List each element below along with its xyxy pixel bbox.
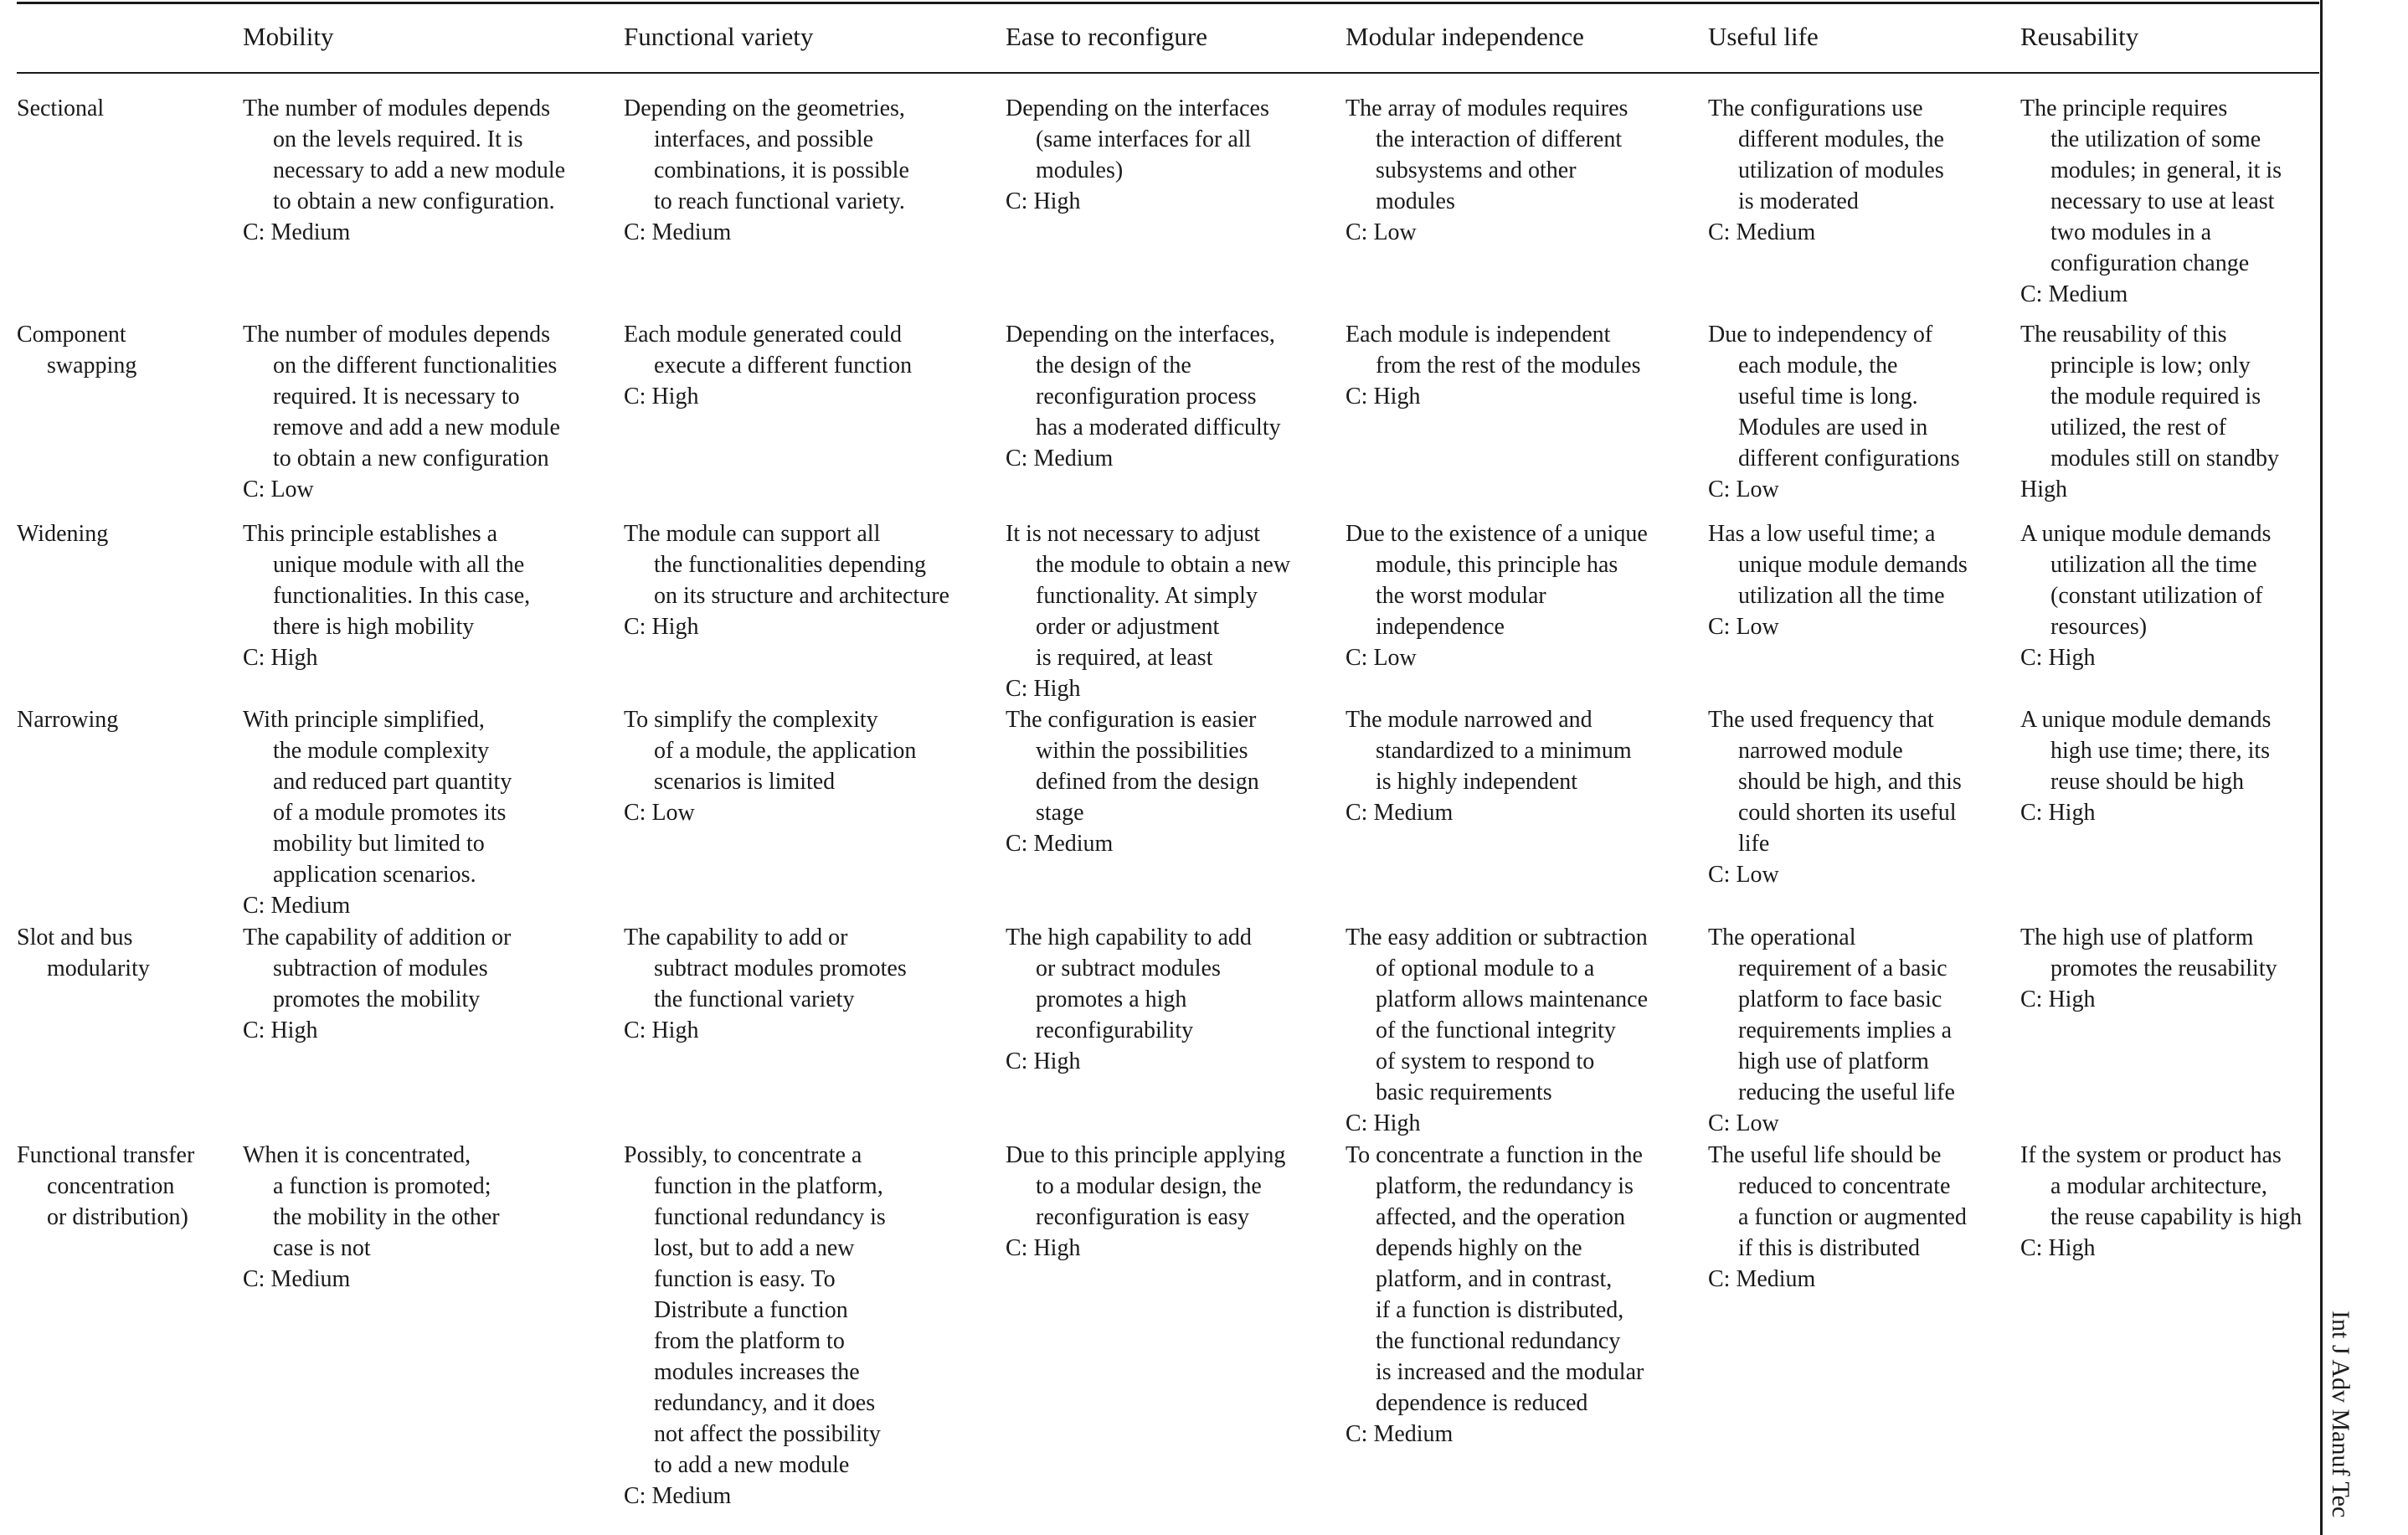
cell-rating: C: Medium [624, 219, 732, 245]
cell-text-line: the functional variety [654, 986, 855, 1012]
cell-text-line: It is not necessary to adjust [1006, 521, 1261, 547]
cell-text-line: of a module, the application [654, 738, 917, 764]
cell-text-line: The high use of platform [2020, 925, 2254, 950]
cell-text-line: Due to the existence of a unique [1345, 521, 1648, 547]
row-label [17, 922, 150, 984]
table-cell [243, 518, 530, 673]
cell-rating: C: Low [1345, 219, 1417, 245]
cell-text-line: platform, and in contrast, [1376, 1266, 1613, 1292]
table-cell [624, 704, 916, 828]
row-label-line: Functional transfer [17, 1142, 195, 1168]
cell-rating: C: Medium [2020, 281, 2128, 307]
cell-text-line: platform allows maintenance [1376, 986, 1648, 1012]
cell-text-line: to obtain a new configuration [273, 446, 549, 471]
cell-text-line: (same interfaces for all [1036, 126, 1252, 152]
cell-text-line: reconfiguration process [1036, 384, 1257, 410]
cell-text-line: requirement of a basic [1738, 956, 1947, 981]
cell-rating: C: Medium [1006, 446, 1114, 471]
cell-text-line: subsystems and other [1376, 157, 1577, 183]
cell-text-line: each module, the [1738, 353, 1898, 379]
cell-text-line: Depending on the interfaces, [1006, 322, 1275, 348]
row-label-line: swapping [47, 353, 137, 379]
table-cell [1708, 93, 1944, 248]
cell-text-line: The used frequency that [1708, 707, 1934, 733]
table-cell [1006, 704, 1259, 859]
row-label-line: concentration [47, 1173, 175, 1199]
cell-text-line: The module can support all [624, 521, 881, 547]
cell-text-line: functionality. At simply [1036, 583, 1258, 609]
cell-text-line: (constant utilization of [2050, 583, 2263, 609]
journal-side-text: Int J Adv Manuf Tec [2327, 1311, 2354, 1518]
cell-text-line: reuse should be high [2050, 769, 2244, 795]
cell-text-line: application scenarios. [273, 862, 476, 888]
cell-text-line: This principle establishes a [243, 521, 498, 547]
cell-text-line: A unique module demands [2020, 707, 2272, 733]
cell-text-line: execute a different function [654, 353, 913, 379]
cell-text-line: to a modular design, the [1036, 1173, 1262, 1199]
cell-rating: High [2020, 476, 2067, 502]
col-header-useful-life: Useful life [1708, 22, 1819, 51]
cell-rating: C: High [2020, 1235, 2096, 1261]
cell-text-line: life [1738, 831, 1770, 857]
cell-text-line: high use time; there, its [2050, 738, 2271, 764]
cell-text-line: narrowed module [1738, 738, 1903, 764]
cell-rating: C: Medium [1006, 831, 1114, 857]
table-cell [2020, 704, 2271, 828]
cell-text-line: promotes the mobility [273, 986, 481, 1012]
cell-rating: C: Low [1708, 476, 1779, 502]
cell-text-line: utilization all the time [2050, 552, 2257, 578]
cell-text-line: dependence is reduced [1376, 1390, 1588, 1416]
cell-text-line: The high capability to add [1006, 925, 1252, 950]
cell-text-line: To simplify the complexity [624, 707, 878, 733]
table-cell [1345, 93, 1628, 248]
cell-text-line: required. It is necessary to [273, 384, 520, 410]
cell-rating: C: Medium [243, 893, 351, 919]
cell-text-line: modules [1376, 188, 1455, 214]
cell-text-line: the module complexity [273, 738, 490, 764]
cell-rating: C: High [1006, 1048, 1081, 1074]
cell-rating: C: High [1345, 1110, 1421, 1136]
cell-text-line: lost, but to add a new [654, 1235, 855, 1261]
cell-text-line: utilization all the time [1738, 583, 1945, 609]
row-label-line: Widening [17, 521, 109, 547]
cell-text-line: Depending on the interfaces [1006, 95, 1269, 121]
cell-text-line: A unique module demands [2020, 521, 2272, 547]
cell-text-line: the reuse capability is high [2050, 1204, 2303, 1230]
cell-text-line: is moderated [1738, 188, 1859, 214]
cell-text-line: the design of the [1036, 353, 1191, 379]
cell-text-line: The number of modules depends [243, 322, 551, 348]
cell-text-line: if a function is distributed, [1376, 1297, 1624, 1323]
cell-text-line: there is high mobility [273, 614, 475, 640]
table-cell [1006, 1140, 1285, 1264]
cell-text-line: or subtract modules [1036, 956, 1221, 981]
cell-text-line: basic requirements [1376, 1079, 1552, 1105]
cell-text-line: standardized to a minimum [1376, 738, 1632, 764]
row-label-line: Component [17, 322, 126, 348]
cell-rating: C: High [1345, 384, 1421, 410]
cell-rating: C: Medium [243, 219, 351, 245]
table-cell [1345, 1140, 1644, 1450]
table-cell [1006, 922, 1252, 1077]
table-cell [2020, 518, 2271, 673]
cell-text-line: utilization of modules [1738, 157, 1944, 183]
cell-text-line: the module required is [2050, 384, 2261, 410]
cell-text-line: different modules, the [1738, 126, 1944, 152]
cell-rating: C: Low [1708, 862, 1779, 888]
cell-text-line: If the system or product has [2020, 1142, 2282, 1168]
table-cell [1345, 518, 1648, 673]
cell-text-line: The easy addition or subtraction [1345, 925, 1648, 950]
table-cell [243, 922, 511, 1046]
cell-text-line: The operational [1708, 925, 1856, 950]
cell-text-line: the utilization of some [2050, 126, 2261, 152]
col-header-functional-variety: Functional variety [624, 22, 814, 51]
cell-text-line: unique module demands [1738, 552, 1968, 578]
header-rule [17, 72, 2319, 74]
cell-rating: C: High [1006, 676, 1081, 702]
cell-text-line: case is not [273, 1235, 371, 1261]
col-header-mobility: Mobility [243, 22, 334, 51]
cell-text-line: Each module is independent [1345, 322, 1611, 348]
cell-rating: C: High [624, 614, 699, 640]
cell-text-line: on its structure and architecture [654, 583, 949, 609]
cell-text-line: necessary to add a new module [273, 157, 566, 183]
cell-text-line: function is easy. To [654, 1266, 836, 1292]
cell-text-line: is required, at least [1036, 645, 1213, 671]
cell-rating: C: Medium [243, 1266, 351, 1292]
cell-text-line: to add a new module [654, 1452, 850, 1478]
cell-rating: C: High [243, 645, 318, 671]
row-label [17, 1140, 194, 1233]
cell-rating: C: Medium [1345, 1421, 1454, 1447]
table-top-rule [17, 2, 2319, 4]
cell-text-line: configuration change [2050, 250, 2250, 276]
table-cell [1708, 319, 1960, 505]
table-cell [1345, 319, 1640, 412]
cell-text-line: a modular architecture, [2050, 1173, 2267, 1199]
cell-text-line: The capability of addition or [243, 925, 512, 950]
cell-text-line: functionalities. In this case, [273, 583, 531, 609]
cell-text-line: scenarios is limited [654, 769, 836, 795]
table-cell [1345, 704, 1632, 828]
cell-text-line: the module to obtain a new [1036, 552, 1291, 578]
row-label [17, 518, 108, 549]
cell-text-line: When it is concentrated, [243, 1142, 471, 1168]
cell-text-line: reduced to concentrate [1738, 1173, 1951, 1199]
col-header-reusability: Reusability [2020, 22, 2139, 51]
cell-text-line: platform to face basic [1738, 986, 1942, 1012]
cell-text-line: to obtain a new configuration. [273, 188, 555, 214]
cell-rating: C: Low [624, 800, 695, 826]
row-label-line: Sectional [17, 95, 105, 121]
cell-rating: C: Low [1708, 614, 1779, 640]
cell-text-line: of system to respond to [1376, 1048, 1595, 1074]
row-label-line: Narrowing [17, 707, 119, 733]
cell-text-line: promotes the reusability [2050, 956, 2277, 981]
cell-text-line: function in the platform, [654, 1173, 883, 1199]
cell-text-line: Modules are used in [1738, 415, 1928, 440]
table-cell [1006, 319, 1281, 474]
table-cell [243, 319, 560, 505]
cell-text-line: Depending on the geometries, [624, 95, 905, 121]
cell-text-line: combinations, it is possible [654, 157, 909, 183]
table-cell [243, 1140, 500, 1295]
cell-text-line: from the rest of the modules [1376, 353, 1641, 379]
table-cell [1345, 922, 1648, 1139]
cell-text-line: has a moderated difficulty [1036, 415, 1281, 440]
cell-text-line: could shorten its useful [1738, 800, 1957, 826]
cell-text-line: remove and add a new module [273, 415, 560, 440]
cell-text-line: if this is distributed [1738, 1235, 1920, 1261]
cell-text-line: The configuration is easier [1006, 707, 1257, 733]
row-label-line: or distribution) [47, 1204, 188, 1230]
cell-text-line: should be high, and this [1738, 769, 1962, 795]
cell-text-line: Distribute a function [654, 1297, 848, 1323]
cell-text-line: The useful life should be [1708, 1142, 1942, 1168]
cell-text-line: and reduced part quantity [273, 769, 512, 795]
cell-text-line: the mobility in the other [273, 1204, 500, 1230]
cell-text-line: necessary to use at least [2050, 188, 2275, 214]
cell-text-line: independence [1376, 614, 1505, 640]
table-cell [1006, 93, 1269, 217]
cell-text-line: subtract modules promotes [654, 956, 907, 981]
cell-text-line: within the possibilities [1036, 738, 1248, 764]
cell-text-line: The number of modules depends [243, 95, 551, 121]
cell-text-line: modules increases the [654, 1359, 860, 1385]
table-cell [243, 93, 565, 248]
cell-text-line: a function is promoted; [273, 1173, 491, 1199]
cell-text-line: modules; in general, it is [2050, 157, 2282, 183]
cell-text-line: the interaction of different [1376, 126, 1623, 152]
cell-text-line: To concentrate a function in the [1345, 1142, 1643, 1168]
table-cell [2020, 1140, 2302, 1264]
col-header-ease-to-reconfigure: Ease to reconfigure [1006, 22, 1207, 51]
cell-text-line: modules) [1036, 157, 1124, 183]
cell-text-line: to reach functional variety. [654, 188, 905, 214]
cell-text-line: principle is low; only [2050, 353, 2251, 379]
cell-rating: C: Medium [1708, 219, 1816, 245]
cell-rating: C: Medium [1345, 800, 1454, 826]
table-cell [624, 922, 907, 1046]
cell-rating: C: High [1006, 1235, 1081, 1261]
cell-text-line: platform, the redundancy is [1376, 1173, 1634, 1199]
cell-rating: C: Medium [624, 1483, 732, 1509]
cell-text-line: reconfiguration is easy [1036, 1204, 1250, 1230]
cell-text-line: The reusability of this [2020, 322, 2227, 348]
cell-text-line: module, this principle has [1376, 552, 1618, 578]
cell-text-line: With principle simplified, [243, 707, 485, 733]
cell-text-line: requirements implies a [1738, 1017, 1953, 1043]
table-cell [2020, 93, 2282, 310]
cell-text-line: on the different functionalities [273, 353, 558, 379]
cell-text-line: interfaces, and possible [654, 126, 874, 152]
cell-text-line: high use of platform [1738, 1048, 1929, 1074]
row-label [17, 704, 118, 735]
table-cell [1708, 1140, 1967, 1295]
row-label [17, 319, 136, 381]
cell-rating: C: High [624, 384, 699, 410]
table-cell [1708, 922, 1955, 1139]
cell-text-line: order or adjustment [1036, 614, 1220, 640]
cell-text-line: the functionalities depending [654, 552, 927, 578]
table-cell [1708, 518, 1968, 642]
cell-text-line: unique module with all the [273, 552, 525, 578]
cell-text-line: stage [1036, 800, 1084, 826]
cell-rating: C: High [2020, 986, 2096, 1012]
cell-rating: C: Low [243, 476, 314, 502]
col-header-modular-independence: Modular independence [1345, 22, 1584, 51]
table-cell [1708, 704, 1962, 890]
cell-text-line: the functional redundancy [1376, 1328, 1621, 1354]
cell-text-line: modules still on standby [2050, 446, 2279, 471]
table-cell [2020, 922, 2277, 1015]
cell-text-line: Due to this principle applying [1006, 1142, 1286, 1168]
table-cell [624, 518, 949, 642]
cell-text-line: a function or augmented [1738, 1204, 1967, 1230]
cell-text-line: of the functional integrity [1376, 1017, 1616, 1043]
cell-text-line: from the platform to [654, 1328, 845, 1354]
table-cell [624, 1140, 886, 1512]
cell-rating: C: Low [1708, 1110, 1779, 1136]
cell-rating: C: High [2020, 800, 2096, 826]
cell-text-line: The principle requires [2020, 95, 2228, 121]
table-cell [624, 93, 909, 248]
cell-text-line: The module narrowed and [1345, 707, 1592, 733]
cell-text-line: depends highly on the [1376, 1235, 1582, 1261]
cell-text-line: Possibly, to concentrate a [624, 1142, 862, 1168]
cell-text-line: subtraction of modules [273, 956, 488, 981]
cell-text-line: The capability to add or [624, 925, 848, 950]
cell-text-line: The configurations use [1708, 95, 1923, 121]
cell-text-line: resources) [2050, 614, 2148, 640]
cell-rating: C: Low [1345, 645, 1417, 671]
cell-text-line: The array of modules requires [1345, 95, 1628, 121]
page-edge-line [2320, 0, 2323, 1535]
table-cell [2020, 319, 2279, 505]
table-cell [624, 319, 912, 412]
row-label-line: modularity [47, 956, 150, 981]
table-cell [243, 704, 512, 921]
cell-rating: C: High [1006, 188, 1081, 214]
cell-rating: C: High [2020, 645, 2096, 671]
cell-text-line: affected, and the operation [1376, 1204, 1626, 1230]
cell-text-line: mobility but limited to [273, 831, 485, 857]
cell-text-line: reducing the useful life [1738, 1079, 1955, 1105]
cell-text-line: of a module promotes its [273, 800, 507, 826]
cell-text-line: is increased and the modular [1376, 1359, 1644, 1385]
cell-text-line: Each module generated could [624, 322, 902, 348]
cell-rating: C: High [243, 1017, 318, 1043]
row-label [17, 93, 104, 124]
cell-text-line: redundancy, and it does [654, 1390, 876, 1416]
cell-text-line: on the levels required. It is [273, 126, 523, 152]
table-cell [1006, 518, 1290, 704]
cell-text-line: defined from the design [1036, 769, 1259, 795]
cell-text-line: two modules in a [2050, 219, 2212, 245]
cell-text-line: functional redundancy is [654, 1204, 886, 1230]
cell-rating: C: Medium [1708, 1266, 1816, 1292]
cell-text-line: promotes a high [1036, 986, 1187, 1012]
cell-text-line: Has a low useful time; a [1708, 521, 1936, 547]
row-label-line: Slot and bus [17, 925, 133, 950]
cell-text-line: reconfigurability [1036, 1017, 1194, 1043]
cell-rating: C: High [624, 1017, 699, 1043]
cell-text-line: different configurations [1738, 446, 1960, 471]
cell-text-line: utilized, the rest of [2050, 415, 2226, 440]
cell-text-line: useful time is long. [1738, 384, 1918, 410]
cell-text-line: Due to independency of [1708, 322, 1933, 348]
cell-text-line: the worst modular [1376, 583, 1546, 609]
cell-text-line: of optional module to a [1376, 956, 1595, 981]
cell-text-line: not affect the possibility [654, 1421, 881, 1447]
cell-text-line: is highly independent [1376, 769, 1578, 795]
